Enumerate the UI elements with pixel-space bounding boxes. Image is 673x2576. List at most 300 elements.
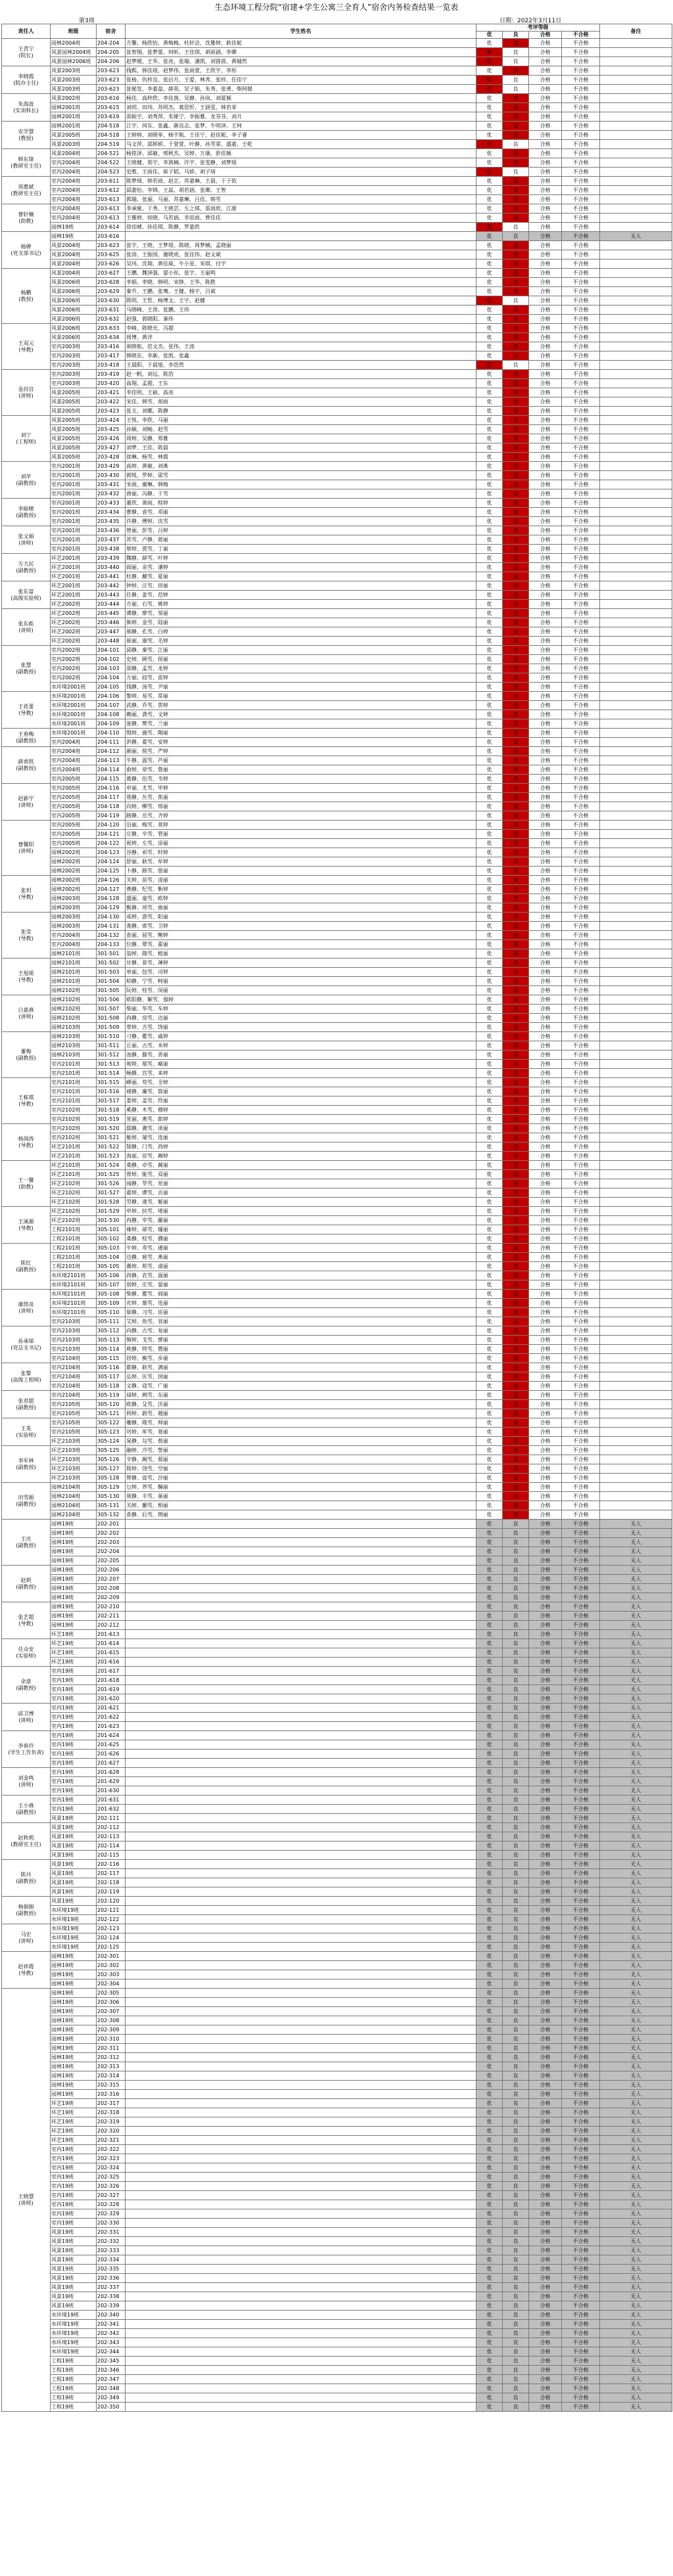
grade-cell: 不合格 — [562, 186, 600, 195]
dorm-cell: 301-505 — [97, 986, 126, 995]
grade-cell: 良 — [503, 959, 529, 968]
grade-cell: 不合格 — [562, 2062, 600, 2071]
grade-cell: 良 — [503, 1437, 529, 1446]
dorm-cell: 202-328 — [97, 2200, 126, 2209]
dorm-cell: 305-129 — [97, 1483, 126, 1492]
table-row — [2, 1621, 672, 1630]
grade-cell: 良 — [503, 453, 529, 462]
grade-cell: 合格 — [529, 214, 562, 223]
grade-cell: 优 — [476, 2145, 503, 2154]
students-cell: 吴玮、沈翔、黄佳威、牛小星、宋琪、付宇 — [126, 260, 476, 269]
manager-cell: 曹馨阳 (讲师) — [2, 821, 51, 876]
remark-cell — [600, 526, 672, 535]
students-cell: 赵梦媛、王华、张亮、张瑞、潘凯、刘茵茵、黄婧然 — [126, 57, 476, 66]
students-cell: 冀婷、郏雪、浦丽 — [126, 1262, 476, 1271]
grade-cell: 良 — [503, 1326, 529, 1336]
class-cell: 园林2102班 — [51, 1005, 97, 1014]
class-cell: 工程2101班 — [51, 1262, 97, 1271]
grade-cell: 不合格 — [562, 499, 600, 508]
grade-cell: 合格 — [529, 2007, 562, 2016]
grade-cell: 优 — [476, 177, 503, 186]
class-cell: 风景19班 — [51, 1878, 97, 1887]
remark-cell: 无人 — [600, 1842, 672, 1851]
class-cell: 环艺2001班 — [51, 591, 97, 600]
grade-cell: 不合格 — [562, 2007, 600, 2016]
dorm-cell: 202-343 — [97, 2338, 126, 2347]
dorm-cell: 202-301 — [97, 1952, 126, 1961]
table-row — [2, 563, 672, 572]
grade-cell: 良 — [503, 554, 529, 563]
grade-cell: 优 — [476, 1096, 503, 1106]
table-row — [2, 351, 672, 361]
class-cell: 室内2102班 — [51, 1106, 97, 1115]
grade-cell: 合格 — [529, 1842, 562, 1851]
grade-cell: 不合格 — [562, 995, 600, 1005]
table-row — [2, 545, 672, 554]
dorm-cell: 203-613 — [97, 204, 126, 214]
grade-cell: 合格 — [529, 195, 562, 204]
students-cell: 胥婷、能雪、双丽 — [126, 1170, 476, 1179]
table-row — [2, 1317, 672, 1326]
students-cell — [126, 2357, 476, 2366]
grade-cell: 合格 — [529, 1474, 562, 1483]
remark-cell — [600, 453, 672, 462]
grade-cell: 合格 — [529, 683, 562, 692]
grade-cell: 良 — [503, 1382, 529, 1391]
dorm-cell: 202-118 — [97, 1878, 126, 1887]
grade-cell: 合格 — [529, 1345, 562, 1354]
students-cell — [126, 1943, 476, 1952]
grade-cell: 优 — [476, 1069, 503, 1078]
students-cell: 王晨阳、于晨旭、李浩然 — [126, 361, 476, 370]
grade-cell: 合格 — [529, 2191, 562, 2200]
remark-cell — [600, 563, 672, 572]
remark-cell: 无人 — [600, 2219, 672, 2228]
manager-cell: 张东彪 (讲师) — [2, 609, 51, 646]
grade-cell: 良 — [503, 443, 529, 453]
students-cell — [126, 2044, 476, 2053]
grade-cell: 不合格 — [562, 1602, 600, 1612]
grade-cell: 良 — [503, 57, 529, 66]
grade-cell: 良 — [503, 2108, 529, 2117]
dorm-cell: 201-625 — [97, 1740, 126, 1750]
class-cell: 园林2101班 — [51, 977, 97, 986]
manager-cell: 王晓慧 (讲师) — [2, 1989, 51, 2412]
students-cell — [126, 1786, 476, 1796]
grade-cell: 不合格 — [562, 471, 600, 480]
table-row — [2, 1207, 672, 1216]
grade-cell: 合格 — [529, 1078, 562, 1087]
grade-cell: 不合格 — [562, 2320, 600, 2329]
students-cell: 钟婷、汪雪、田丽 — [126, 581, 476, 591]
dorm-cell: 301-526 — [97, 1179, 126, 1188]
dorm-cell: 202-344 — [97, 2347, 126, 2357]
class-cell: 园林2003班 — [51, 894, 97, 903]
grade-cell: 合格 — [529, 2053, 562, 2062]
grade-cell: 良 — [503, 793, 529, 802]
remark-cell: 无人 — [600, 1777, 672, 1786]
table-row — [2, 241, 672, 250]
class-cell: 水环境2101班 — [51, 1308, 97, 1317]
students-cell: 褚静、廉雪、简丽 — [126, 1087, 476, 1096]
grade-cell: 优 — [476, 250, 503, 260]
grade-cell: 合格 — [529, 857, 562, 867]
table-row — [2, 1354, 672, 1363]
dorm-cell: 201-626 — [97, 1750, 126, 1759]
class-cell: 风景2004班 — [51, 241, 97, 250]
grade-cell: 不合格 — [562, 1704, 600, 1713]
grade-cell: 合格 — [529, 333, 562, 342]
dorm-cell: 201-624 — [97, 1731, 126, 1740]
grade-cell: 不合格 — [562, 158, 600, 168]
table-row — [2, 278, 672, 287]
remark-cell — [600, 1142, 672, 1152]
remark-cell: 无人 — [600, 2228, 672, 2237]
remark-cell — [600, 1087, 672, 1096]
students-cell — [126, 1602, 476, 1612]
class-cell: 园林2102班 — [51, 986, 97, 995]
table-row — [2, 1023, 672, 1032]
grade-cell: 不合格 — [562, 821, 600, 830]
grade-cell: 良 — [503, 1970, 529, 1979]
grade-cell: 合格 — [529, 2265, 562, 2274]
grade-cell: 不合格 — [562, 1979, 600, 1989]
grade-cell: 合格 — [529, 655, 562, 664]
grade-cell: 良 — [503, 1391, 529, 1400]
grade-cell: 优 — [476, 1556, 503, 1566]
students-cell: 沿丽、梅雪、莫婷 — [126, 821, 476, 830]
grade-cell: 合格 — [529, 968, 562, 977]
students-cell — [126, 2237, 476, 2246]
grade-cell: 合格 — [529, 2099, 562, 2108]
students-cell: 利婷、蔚雪、越丽 — [126, 1409, 476, 1418]
remark-cell — [600, 968, 672, 977]
grade-cell: 不合格 — [562, 1372, 600, 1382]
manager-cell: 张莹 (导教) — [2, 913, 51, 959]
class-cell: 工程19班 — [51, 2357, 97, 2366]
grade-cell: 合格 — [529, 1188, 562, 1198]
remark-cell — [600, 756, 672, 765]
dorm-cell: 204-133 — [97, 940, 126, 949]
grade-cell: 合格 — [529, 1740, 562, 1750]
table-row — [2, 609, 672, 618]
grade-cell: 合格 — [529, 1630, 562, 1639]
students-cell — [126, 2035, 476, 2044]
students-cell: 唐丽、冯静、于雪 — [126, 489, 476, 499]
dorm-cell: 301-504 — [97, 977, 126, 986]
dorm-cell: 203-613 — [97, 195, 126, 204]
students-cell — [126, 2145, 476, 2154]
students-cell — [126, 2329, 476, 2338]
students-cell — [126, 2255, 476, 2265]
table-row — [2, 66, 672, 76]
class-cell: 园林19班 — [51, 2081, 97, 2090]
remark-cell — [600, 830, 672, 839]
grade-cell: 不合格 — [562, 1887, 600, 1897]
grade-cell: 合格 — [529, 1280, 562, 1290]
table-row — [2, 112, 672, 122]
grade-cell: 良 — [503, 1869, 529, 1878]
grade-cell: 良 — [503, 1998, 529, 2007]
table-row — [2, 287, 672, 296]
dorm-cell: 203-421 — [97, 388, 126, 397]
remark-cell: 无人 — [600, 1621, 672, 1630]
students-cell: 孙颖、刘畅、赵雪 — [126, 425, 476, 434]
grade-cell: 优 — [476, 1602, 503, 1612]
grade-cell: 优 — [476, 1989, 503, 1998]
class-cell: 风景2005班 — [51, 388, 97, 397]
remark-cell: 无人 — [600, 1924, 672, 1933]
grade-cell: 不合格 — [562, 1501, 600, 1510]
grade-cell: 不合格 — [562, 2090, 600, 2099]
dorm-cell: 203-630 — [97, 296, 126, 305]
grade-cell: 合格 — [529, 103, 562, 112]
table-row — [2, 977, 672, 986]
table-row — [2, 85, 672, 94]
grade-cell: 良 — [503, 2347, 529, 2357]
grade-cell: 优 — [476, 710, 503, 719]
grade-cell: 良 — [503, 1722, 529, 1731]
dorm-cell: 203-427 — [97, 443, 126, 453]
grade-cell: 合格 — [529, 269, 562, 278]
table-row — [2, 1566, 672, 1575]
table-row — [2, 1860, 672, 1869]
grade-cell: 优 — [476, 2292, 503, 2301]
table-row — [2, 517, 672, 526]
grade-cell: 不合格 — [562, 1400, 600, 1409]
grade-cell: 优 — [476, 1961, 503, 1970]
grade-cell: 不合格 — [562, 2283, 600, 2292]
table-row — [2, 416, 672, 425]
grade-cell: 优 — [476, 1887, 503, 1897]
dorm-cell: 201-621 — [97, 1704, 126, 1713]
table-row — [2, 168, 672, 177]
table-row — [2, 1961, 672, 1970]
dorm-cell: 203-430 — [97, 471, 126, 480]
grade-cell: 合格 — [529, 499, 562, 508]
grade-cell: 良 — [503, 2071, 529, 2081]
grade-cell: 不合格 — [562, 1612, 600, 1621]
dorm-cell: 204-125 — [97, 867, 126, 876]
grade-cell: 良 — [503, 913, 529, 922]
grade-cell: 优 — [476, 1520, 503, 1529]
grade-cell: 良 — [503, 1547, 529, 1556]
grade-cell: 不合格 — [562, 1078, 600, 1087]
class-cell: 园林2104班 — [51, 1492, 97, 1501]
students-cell: 殷婷、施雪、陶丽 — [126, 729, 476, 738]
students-cell: 史维、王雨佳、崔子韬、马娇、胡子琦 — [126, 168, 476, 177]
dorm-cell: 202-320 — [97, 2127, 126, 2136]
grade-cell: 不合格 — [562, 1621, 600, 1630]
class-cell: 环艺2002班 — [51, 600, 97, 609]
grade-cell: 合格 — [529, 2173, 562, 2182]
grade-cell: 优 — [476, 2025, 503, 2035]
grade-cell: 优 — [476, 2081, 503, 2090]
grade-cell: 不合格 — [562, 848, 600, 857]
grade-cell: 优 — [476, 2246, 503, 2255]
remark-cell — [600, 48, 672, 57]
dorm-cell: 201-627 — [97, 1759, 126, 1768]
table-row — [2, 1198, 672, 1207]
grade-cell: 不合格 — [562, 1915, 600, 1924]
grade-cell: 合格 — [529, 1069, 562, 1078]
grade-cell: 良 — [503, 1713, 529, 1722]
remark-cell — [600, 1005, 672, 1014]
grade-cell: 良 — [503, 1161, 529, 1170]
grade-cell: 优 — [476, 719, 503, 729]
grade-cell: 合格 — [529, 2384, 562, 2393]
students-cell: 俞婷、章雪、鲁丽 — [126, 765, 476, 775]
grade-cell: 良 — [503, 1142, 529, 1152]
grade-cell: 优 — [476, 2255, 503, 2265]
grade-cell: 合格 — [529, 1262, 562, 1271]
remark-cell: 无人 — [600, 1731, 672, 1740]
class-cell: 室内19班 — [51, 2173, 97, 2182]
manager-cell: 方大民 (副教授) — [2, 554, 51, 581]
dorm-cell: 204-118 — [97, 802, 126, 811]
grade-cell: 良 — [503, 1639, 529, 1648]
grade-cell: 优 — [476, 922, 503, 931]
dorm-cell: 202-348 — [97, 2384, 126, 2393]
grade-cell: 优 — [476, 1575, 503, 1584]
remark-cell — [600, 986, 672, 995]
dorm-cell: 305-110 — [97, 1308, 126, 1317]
students-cell — [126, 2191, 476, 2200]
table-row — [2, 1501, 672, 1510]
grade-cell: 优 — [476, 876, 503, 885]
grade-cell: 优 — [476, 995, 503, 1005]
grade-cell: 不合格 — [562, 1087, 600, 1096]
students-cell: 须静、丰雪、巢丽 — [126, 1492, 476, 1501]
table-row — [2, 1152, 672, 1161]
remark-cell — [600, 1326, 672, 1336]
remark-cell: 无人 — [600, 2062, 672, 2071]
table-row — [2, 2108, 672, 2117]
remark-cell: 无人 — [600, 2246, 672, 2255]
class-cell: 风景19班 — [51, 2255, 97, 2265]
class-cell: 室内2105班 — [51, 1409, 97, 1418]
grade-cell: 合格 — [529, 1713, 562, 1722]
class-cell: 环艺2102班 — [51, 1188, 97, 1198]
table-row — [2, 471, 672, 480]
grade-cell: 优 — [476, 1336, 503, 1345]
grade-cell: 良 — [503, 2301, 529, 2311]
grade-cell: 合格 — [529, 1161, 562, 1170]
table-row — [2, 250, 672, 260]
grade-cell: 良 — [503, 1124, 529, 1133]
grade-cell: 良 — [503, 2044, 529, 2053]
class-cell: 环艺2002班 — [51, 618, 97, 627]
grade-cell: 良 — [503, 747, 529, 756]
header-grade-excellent: 优 — [476, 32, 503, 39]
table-row — [2, 830, 672, 839]
grade-cell: 不合格 — [562, 802, 600, 811]
grade-cell: 合格 — [529, 1658, 562, 1667]
grade-cell: 合格 — [529, 2200, 562, 2209]
grade-cell: 良 — [503, 269, 529, 278]
grade-cell: 良 — [503, 1648, 529, 1658]
students-cell: 魏静、薛雪、叶婷 — [126, 554, 476, 563]
grade-cell: 合格 — [529, 526, 562, 535]
remark-cell — [600, 76, 672, 85]
dorm-cell: 201-615 — [97, 1648, 126, 1658]
table-row — [2, 1823, 672, 1832]
class-cell: 风景园林2004班 — [51, 48, 97, 57]
dorm-cell: 202-347 — [97, 2375, 126, 2384]
students-cell — [126, 2081, 476, 2090]
students-cell: 桑静、桂雪、濮丽 — [126, 1234, 476, 1244]
students-cell: 查丽、屈雪、鲍婷 — [126, 931, 476, 940]
grade-cell: 不合格 — [562, 554, 600, 563]
grade-cell: 优 — [476, 618, 503, 627]
table-row — [2, 673, 672, 683]
table-row — [2, 1529, 672, 1538]
table-row — [2, 388, 672, 397]
grade-cell: 合格 — [529, 1851, 562, 1860]
grade-cell: 优 — [476, 517, 503, 526]
table-row — [2, 2071, 672, 2081]
table-row — [2, 158, 672, 168]
grade-cell: 不合格 — [562, 692, 600, 701]
remark-cell — [600, 131, 672, 140]
grade-cell: 优 — [476, 131, 503, 140]
grade-cell: 优 — [476, 1446, 503, 1455]
class-cell: 环艺19班 — [51, 2108, 97, 2117]
grade-cell: 不合格 — [562, 1805, 600, 1814]
grade-cell: 良 — [503, 581, 529, 591]
students-cell: 杨铭泽、邱敏、邢秋杰、吴婷、万康、彭佳颖 — [126, 149, 476, 158]
remark-cell — [600, 811, 672, 821]
grade-cell: 合格 — [529, 2090, 562, 2099]
grade-cell: 合格 — [529, 85, 562, 94]
grade-cell: 合格 — [529, 471, 562, 480]
grade-cell: 优 — [476, 535, 503, 545]
grade-cell: 合格 — [529, 2025, 562, 2035]
grade-cell: 合格 — [529, 2062, 562, 2071]
class-cell: 风景19班 — [51, 1887, 97, 1897]
dorm-cell: 301-512 — [97, 1051, 126, 1060]
grade-cell: 不合格 — [562, 738, 600, 747]
students-cell — [126, 2117, 476, 2127]
grade-cell: 良 — [503, 379, 529, 388]
class-cell: 园林2002班 — [51, 848, 97, 857]
grade-cell: 合格 — [529, 2375, 562, 2384]
grade-cell: 良 — [503, 223, 529, 232]
grade-cell: 优 — [476, 2035, 503, 2044]
grade-cell: 不合格 — [562, 830, 600, 839]
grade-cell: 优 — [476, 425, 503, 434]
grade-cell: 优 — [476, 232, 503, 241]
dorm-cell: 203-623 — [97, 66, 126, 76]
class-cell: 园林2002班 — [51, 876, 97, 885]
students-cell: 别婷、庄雪、晏丽 — [126, 1280, 476, 1290]
grade-cell: 优 — [476, 1188, 503, 1198]
grade-cell: 不合格 — [562, 305, 600, 315]
grade-cell: 不合格 — [562, 683, 600, 692]
class-cell: 室内2004班 — [51, 204, 97, 214]
table-row — [2, 1014, 672, 1023]
dorm-cell: 202-201 — [97, 1520, 126, 1529]
grade-cell: 不合格 — [562, 535, 600, 545]
remark-cell: 无人 — [600, 1676, 672, 1685]
table-row — [2, 76, 672, 85]
grade-cell: 合格 — [529, 168, 562, 177]
grade-cell: 优 — [476, 480, 503, 489]
grade-cell: 合格 — [529, 618, 562, 627]
remark-cell — [600, 1152, 672, 1161]
class-cell: 水环境19班 — [51, 2320, 97, 2329]
class-cell: 室内2103班 — [51, 1336, 97, 1345]
